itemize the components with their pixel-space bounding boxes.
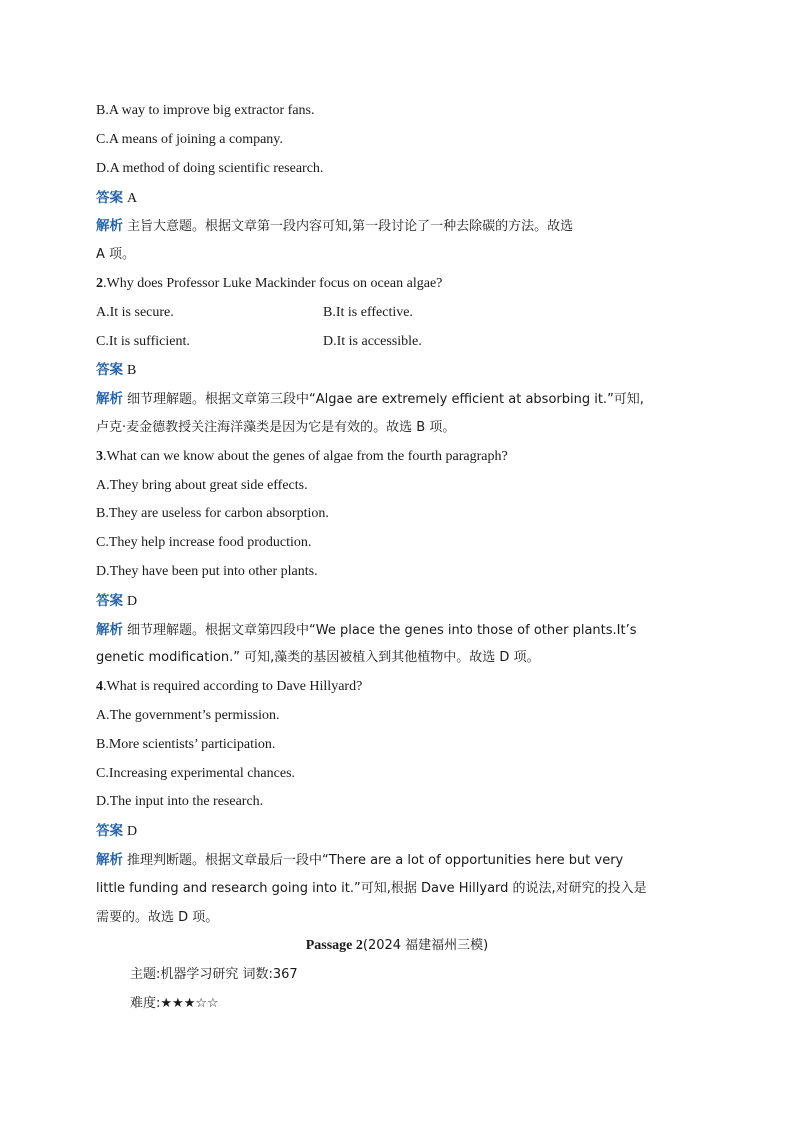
answer-label: 答案 [96, 190, 123, 206]
q3-stem [96, 447, 508, 467]
q3-option-b: B.They are useless for carbon absorption. [96, 506, 329, 521]
analysis-text: 主旨大意题。根据文章第一段内容可知,第一段讨论了一种去除碳的方法。故选 [127, 219, 574, 234]
q1-analysis-cont: A 项。 [96, 247, 136, 262]
q4-analysis-cont: little funding and research going into it.”可知,根据 Dave Hillyard 的说法,对研究的投入是 [96, 881, 647, 896]
analysis-text: 推理判断题。根据文章最后一段中“There are a lot of opportunities here but very [127, 853, 624, 868]
difficulty-label: 难度: [130, 996, 161, 1011]
answer-value: A [127, 191, 138, 206]
q4-analysis-cont-2: 需要的。故选 D 项。 [96, 910, 219, 925]
question-text: .What can we know about the genes of algae from the fourth paragraph? [103, 449, 508, 464]
answer-label: 答案 [96, 593, 123, 609]
passage-source: (2024 福建福州三模) [362, 938, 489, 953]
q4-option-d: D.The input into the research. [96, 794, 264, 809]
q1-option-b: B.A way to improve big extractor fans. [96, 103, 315, 118]
question-number: 2 [96, 276, 103, 291]
q2-analysis-cont: 卢克·麦金德教授关注海洋藻类是因为它是有效的。故选 B 项。 [96, 420, 456, 435]
q4-option-b: B.More scientists’ participation. [96, 737, 276, 752]
q3-analysis [96, 620, 637, 641]
q2-stem [96, 274, 442, 294]
answer-value: D [127, 594, 138, 609]
q1-analysis [96, 216, 573, 237]
question-text: .What is required according to Dave Hillyard? [103, 679, 363, 694]
answer-label: 答案 [96, 362, 123, 378]
q2-option-c: C.It is sufficient. [96, 334, 190, 349]
q3-option-d: D.They have been put into other plants. [96, 564, 318, 579]
passage-difficulty [130, 994, 219, 1014]
q1-answer [96, 188, 137, 209]
q2-analysis [96, 389, 644, 410]
analysis-label: 解析 [96, 852, 123, 868]
answer-value: B [127, 363, 137, 378]
q3-option-a: A.They bring about great side effects. [96, 478, 308, 493]
question-number: 4 [96, 679, 103, 694]
q2-option-a: A.It is secure. [96, 305, 174, 320]
analysis-text: 细节理解题。根据文章第四段中“We place the genes into those of other plants.It’s [127, 623, 637, 638]
q4-answer [96, 821, 137, 842]
q2-option-b: B.It is effective. [323, 305, 413, 320]
q4-option-c: C.Increasing experimental chances. [96, 766, 296, 781]
difficulty-stars: ★★★☆☆ [160, 996, 219, 1011]
q3-analysis-cont: genetic modification.” 可知,藻类的基因被植入到其他植物中。故选 D 项。 [96, 650, 540, 665]
analysis-label: 解析 [96, 218, 123, 234]
question-number: 3 [96, 449, 103, 464]
passage-heading [0, 936, 794, 956]
passage-title: Passage 2 [305, 938, 363, 953]
q1-option-d: D.A method of doing scientific research. [96, 161, 324, 176]
q3-answer [96, 591, 137, 612]
answer-label: 答案 [96, 823, 123, 839]
answer-value: D [127, 824, 138, 839]
analysis-text: 细节理解题。根据文章第三段中“Algae are extremely efficient at absorbing it.”可知, [127, 392, 644, 407]
q2-answer [96, 360, 136, 381]
q4-option-a: A.The government’s permission. [96, 708, 280, 723]
passage-topic: 主题:机器学习研究 词数:367 [130, 967, 298, 982]
q3-option-c: C.They help increase food production. [96, 535, 312, 550]
q4-stem [96, 677, 362, 697]
question-text: .Why does Professor Luke Mackinder focus on ocean algae? [103, 276, 443, 291]
analysis-label: 解析 [96, 391, 123, 407]
q1-option-c: C.A means of joining a company. [96, 132, 283, 147]
q2-option-d: D.It is accessible. [323, 334, 422, 349]
q4-analysis [96, 850, 623, 871]
analysis-label: 解析 [96, 622, 123, 638]
